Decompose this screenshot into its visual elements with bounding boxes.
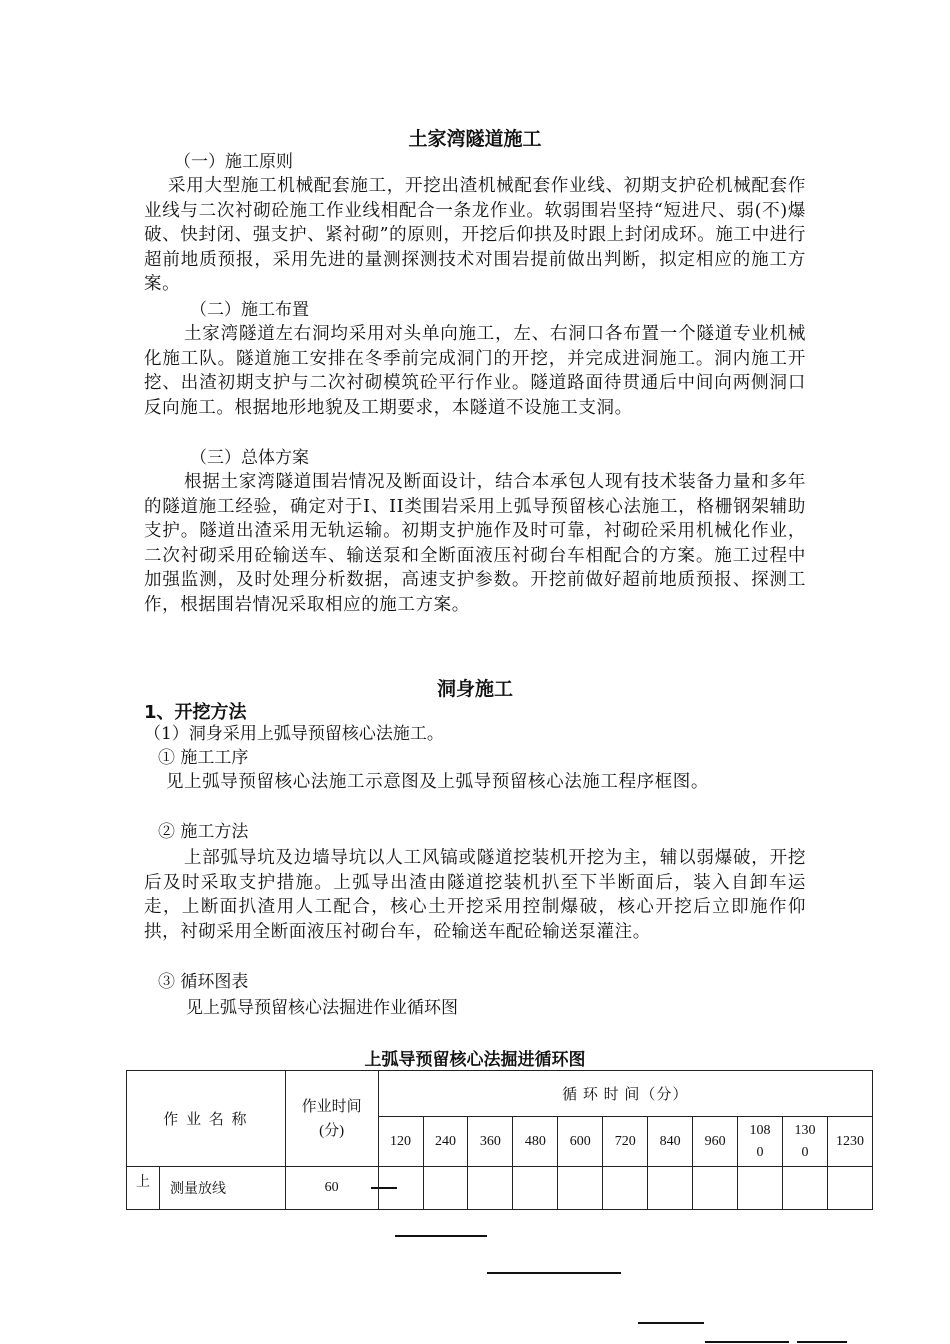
row-group-label: 上 bbox=[127, 1167, 160, 1210]
excavation-heading: 1、开挖方法 bbox=[144, 702, 247, 723]
procedure-body: 见上弧导预留核心法施工示意图及上弧导预留核心法施工程序框图。 bbox=[166, 772, 709, 792]
tick-label: 720 bbox=[603, 1117, 648, 1167]
tick-label: 240 bbox=[423, 1117, 468, 1167]
gantt-bar-measurement bbox=[371, 1187, 397, 1189]
task-duration-cell: 60 bbox=[285, 1167, 378, 1210]
cycle-chart-heading: ③ 循环图表 bbox=[158, 972, 249, 992]
cycle-chart-reference: 见上弧导预留核心法掘进作业循环图 bbox=[186, 998, 458, 1018]
section-3-body: 根据土家湾隧道围岩情况及断面设计，结合本承包人现有技术装备力量和多年的隧道施工经验，确定对于I、II类围岩采用上弧导预留核心法施工，格栅钢架辅助支护。隧道出渣采用无轨运输。初期支护施作及时可靠，衬砌砼采用机械化作业，二次衬砌采用砼输送车、输送泵和全断面液压衬砌台车相配合的方案。施工过程中加强监测，及时处理分析数据，高速支护参数。开挖前做好超前地质预报、探测工作，根据围岩情况采取相应的施工方案。 bbox=[144, 472, 806, 615]
tick-label: 1230 bbox=[827, 1117, 872, 1167]
task-name-cell: 测量放线 bbox=[159, 1167, 285, 1210]
method-body: 上部弧导坑及边墙导坑以人工风镐或隧道挖装机开挖为主，辅以弱爆破，开挖后及时采取支护措施。上弧导出渣由隧道挖装机扒至下半断面后，装入自卸车运走，上断面扒渣用人工配合，核心土开挖采用控制爆破，核心开挖后立即施作仰拱，衬砌采用全断面液压衬砌台车，砼输送车配砼输送泵灌注。 bbox=[144, 848, 806, 942]
section-2-body: 土家湾隧道左右洞均采用对头单向施工，左、右洞口各布置一个隧道专业机械化施工队。隧道施工安排在冬季前完成洞门的开挖，并完成进洞施工。洞内施工开挖、出渣初期支护与二次衬砌模筑砼平行作业。隧道路面待贯通后中间向两侧洞口反向施工。根据地形地貌及工期要求，本隧道不设施工支洞。 bbox=[144, 324, 806, 418]
excavation-cycle-table bbox=[126, 1070, 873, 1210]
gantt-cell bbox=[827, 1167, 872, 1210]
method-heading: ② 施工方法 bbox=[158, 822, 249, 842]
gantt-cell bbox=[378, 1167, 423, 1210]
gantt-cell bbox=[693, 1167, 738, 1210]
gantt-bar-fragment bbox=[638, 1322, 704, 1324]
gantt-cell bbox=[783, 1167, 828, 1210]
header-cycle-time: 循 环 时 间（分） bbox=[378, 1071, 872, 1117]
section-1-body: 采用大型施工机械配套施工，开挖出渣机械配套作业线、初期支护砼机械配套作业线与二次衬砌砼施工作业线相配合一条龙作业。软弱围岩坚持“短进尺、弱(不)爆破、快封闭、强支护、紧衬砌”的原则，开挖后仰拱及时跟上封闭成环。施工中进行超前地质预报，采用先进的量测探测技术对围岩提前做出判断，拟定相应的施工方案。 bbox=[144, 176, 806, 294]
header-duration bbox=[285, 1071, 378, 1167]
header-duration-unit: (分) bbox=[319, 1122, 345, 1139]
gantt-bar-fragment bbox=[705, 1341, 789, 1343]
tick-label: 360 bbox=[468, 1117, 513, 1167]
gantt-bar-fragment bbox=[395, 1235, 487, 1237]
gantt-cell bbox=[423, 1167, 468, 1210]
gantt-cell bbox=[603, 1167, 648, 1210]
tick-label: 120 bbox=[378, 1117, 423, 1167]
section-3-heading: （三）总体方案 bbox=[190, 448, 309, 468]
document-title: 土家湾隧道施工 bbox=[408, 128, 542, 150]
procedure-heading: ① 施工工序 bbox=[158, 748, 249, 768]
gantt-bar-fragment bbox=[487, 1272, 621, 1274]
section-title-tunnel-body: 洞身施工 bbox=[436, 678, 513, 700]
header-task-name: 作 业 名 称 bbox=[127, 1071, 286, 1167]
gantt-bar-fragment bbox=[797, 1341, 847, 1343]
gantt-cell bbox=[738, 1167, 783, 1210]
tick-label: 600 bbox=[558, 1117, 603, 1167]
tick-label: 480 bbox=[513, 1117, 558, 1167]
gantt-cell bbox=[648, 1167, 693, 1210]
gantt-cell bbox=[513, 1167, 558, 1210]
tick-label: 130 0 bbox=[783, 1117, 828, 1167]
excavation-method-line: （1）洞身采用上弧导预留核心法施工。 bbox=[144, 724, 444, 744]
tick-label: 840 bbox=[648, 1117, 693, 1167]
header-duration-label: 作业时间 bbox=[301, 1098, 362, 1115]
tick-label: 108 0 bbox=[738, 1117, 783, 1167]
gantt-cell bbox=[558, 1167, 603, 1210]
section-1-heading: （一）施工原则 bbox=[174, 152, 293, 172]
table-caption: 上弧导预留核心法掘进循环图 bbox=[364, 1050, 586, 1070]
section-2-heading: （二）施工布置 bbox=[190, 300, 309, 320]
gantt-cell bbox=[468, 1167, 513, 1210]
tick-label: 960 bbox=[693, 1117, 738, 1167]
